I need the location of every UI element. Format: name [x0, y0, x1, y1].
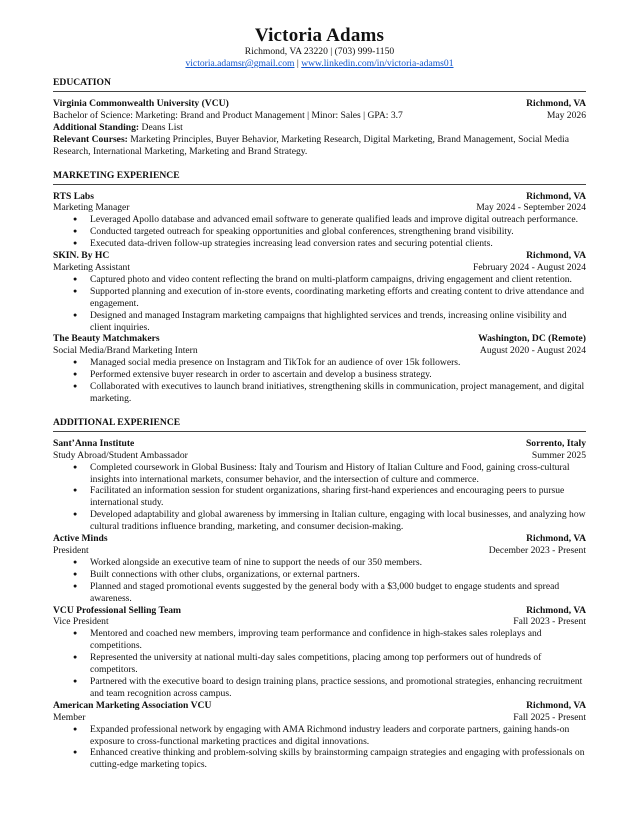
entry-header — [53, 333, 586, 345]
bullet-item: ● Enhanced creative thinking and problem-solving skills by brainstorming campaign strategies and engaging with professionals on cutting-edge marketing topics. — [90, 747, 586, 771]
role-title: Study Abroad/Student Ambassador — [53, 449, 188, 461]
bullet-item: ● Mentored and coached new members, improving team performance and confidence in high-stakes sales roleplays and competitions. — [90, 628, 586, 652]
standing-value: Deans List — [139, 121, 183, 133]
bullet-item: ● Partnered with the executive board to design training plans, practice sessions, and promotional strategies, enhancing recruitment and team recognition across campus. — [90, 676, 586, 700]
additional-divider — [53, 431, 586, 432]
entry-header — [53, 250, 586, 262]
bullet-item: ● Executed data-driven follow-up strategies increasing lead conversion rates and securing potential clients. — [90, 238, 586, 250]
bullet-item: ● Leveraged Apollo database and advanced email software to generate qualified leads and improve digital outreach performance. — [90, 214, 586, 226]
organization-location: Richmond, VA — [526, 604, 586, 616]
role-title: Marketing Assistant — [53, 261, 131, 273]
role-title: President — [53, 545, 89, 556]
bullet-item: ● Developed adaptability and global awareness by immersing in Italian culture, engaging with local businesses, and analyzing how cultural traditions influence branding, marketing, and consumer decision-making. — [90, 509, 586, 533]
organization-location: Richmond, VA — [526, 190, 586, 202]
school-location: Richmond, VA — [526, 98, 586, 109]
organization-name: American Marketing Association VCU — [53, 699, 212, 711]
role-title: Member — [53, 711, 86, 723]
contact-line: Richmond, VA 23220 | (703) 999-1150 — [244, 46, 395, 57]
organization-name: VCU Professional Selling Team — [53, 604, 182, 616]
entry-role-row — [53, 345, 586, 357]
bullet-list — [53, 214, 586, 250]
bullet-item: ● Conducted targeted outreach for speaking opportunities and global conferences, strengthening brand visibility. — [90, 226, 586, 238]
organization-name: SKIN. By HC — [53, 250, 110, 262]
bullet-list — [53, 557, 586, 605]
link-separator: | — [294, 58, 302, 69]
experience-entry — [53, 333, 586, 404]
experience-entry — [53, 605, 586, 700]
entry-role-row — [53, 545, 586, 557]
entry-header — [53, 438, 586, 450]
degree-row — [53, 110, 586, 122]
marketing-heading: MARKETING EXPERIENCE — [53, 169, 180, 181]
education-row — [53, 98, 586, 110]
candidate-name: Victoria Adams — [254, 25, 385, 46]
role-dates: August 2020 - August 2024 — [479, 345, 586, 357]
linkedin-link[interactable]: www.linkedin.com/in/victoria-adams01 — [301, 58, 454, 69]
organization-location: Richmond, VA — [526, 250, 586, 262]
education-heading: EDUCATION — [53, 77, 111, 88]
bullet-item: ● Managed social media presence on Instagram and TikTok for an audience of over 15k followers. — [90, 357, 586, 369]
entry-header — [53, 191, 586, 203]
bullet-item: ● Collaborated with executives to launch brand initiatives, strengthening skills in communication, project management, and digital marketing. — [90, 381, 586, 405]
bullet-item: ● Supported planning and execution of in-store events, coordinating marketing efforts and creating content to drive attendance and engagement. — [90, 286, 586, 310]
bullet-item: ● Expanded professional network by engaging with AMA Richmond industry leaders and corporate partners, gaining hands-on exposure to cross-functional marketing practices and digital innovations. — [90, 724, 586, 748]
standing-label: Additional Standing: — [53, 121, 140, 133]
organization-location: Washington, DC (Remote) — [478, 333, 586, 345]
bullet-item: ● Designed and managed Instagram marketing campaigns that highlighted services and trends, increasing online visibility and client inquiries. — [90, 310, 586, 334]
additional-heading: ADDITIONAL EXPERIENCE — [53, 416, 181, 428]
entry-header — [53, 605, 586, 617]
bullet-item: ● Performed extensive buyer research in order to ascertain and develop a business strategy. — [90, 369, 586, 381]
entry-header — [53, 533, 586, 545]
role-dates: Fall 2025 - Present — [513, 711, 586, 723]
role-dates: February 2024 - August 2024 — [473, 261, 586, 273]
role-dates: Summer 2025 — [531, 449, 586, 461]
email-link[interactable]: victoria.adamsr@gmail.com — [185, 58, 295, 69]
organization-name: Active Minds — [53, 533, 108, 545]
additional-jobs — [53, 438, 586, 771]
entry-role-row — [53, 202, 586, 214]
additional-standing — [53, 122, 586, 134]
role-title: Marketing Manager — [53, 202, 130, 214]
bullet-list — [53, 724, 586, 772]
role-dates: May 2024 - September 2024 — [476, 202, 586, 214]
bullet-item: ● Planned and staged promotional events suggested by the general body with a $3,000 budget to engage students and spread awareness. — [90, 581, 586, 605]
organization-location: Richmond, VA — [526, 533, 586, 545]
links-line — [53, 58, 586, 70]
courses-value: Marketing Principles, Buyer Behavior, Marketing Research, Digital Marketing, Brand Management, Social Media Research, International Marketing, Marketing and Brand Strategy. — [53, 133, 569, 157]
bullet-list — [53, 357, 586, 405]
relevant-courses — [53, 134, 586, 158]
school-name: Virginia Commonwealth University (VCU) — [53, 98, 229, 109]
experience-entry — [53, 250, 586, 333]
bullet-list — [53, 462, 586, 533]
bullet-item: ● Completed coursework in Global Business: Italy and Tourism and History of Italian Culture and Food, gaining cross-cultural insights into international markets, consumer behavior, and the intersection of culture and commerce. — [90, 462, 586, 486]
entry-role-row — [53, 262, 586, 274]
entry-header — [53, 700, 586, 712]
organization-name: Sant’Anna Institute — [53, 437, 135, 449]
organization-name: The Beauty Matchmakers — [53, 333, 160, 345]
bullet-list — [53, 274, 586, 334]
marketing-divider — [53, 184, 586, 185]
experience-entry — [53, 700, 586, 771]
entry-role-row — [53, 450, 586, 462]
bullet-item: ● Represented the university at national multi-day sales competitions, placing among top performers out of hundreds of competitors. — [90, 652, 586, 676]
role-dates: December 2023 - Present — [488, 545, 586, 556]
experience-entry — [53, 533, 586, 604]
education-divider — [53, 91, 586, 92]
organization-name: RTS Labs — [53, 190, 94, 202]
organization-location: Richmond, VA — [526, 699, 586, 711]
degree: Bachelor of Science: Marketing: Brand and Product Management | Minor: Sales | GPA: 3.7 — [53, 109, 403, 121]
bullet-list — [53, 628, 586, 699]
role-title: Social Media/Brand Marketing Intern — [53, 345, 198, 357]
bullet-item: ● Worked alongside an executive team of nine to support the needs of our 350 members. — [90, 557, 586, 569]
graduation-date: May 2026 — [546, 109, 586, 121]
bullet-item: ● Built connections with other clubs, organizations, or external partners. — [90, 569, 586, 581]
experience-entry — [53, 191, 586, 251]
role-dates: Fall 2023 - Present — [513, 616, 586, 628]
marketing-jobs — [53, 191, 586, 405]
role-title: Vice President — [53, 616, 109, 628]
courses-label: Relevant Courses: — [53, 133, 128, 145]
entry-role-row — [53, 616, 586, 628]
experience-entry — [53, 438, 586, 533]
entry-role-row — [53, 712, 586, 724]
bullet-item: ● Facilitated an information session for student organizations, sharing first-hand experiences and encouraging peers to pursue international study. — [90, 485, 586, 509]
organization-location: Sorrento, Italy — [525, 437, 586, 449]
bullet-item: ● Captured photo and video content reflecting the brand on multi-platform campaigns, driving engagement and client retention. — [90, 274, 586, 286]
